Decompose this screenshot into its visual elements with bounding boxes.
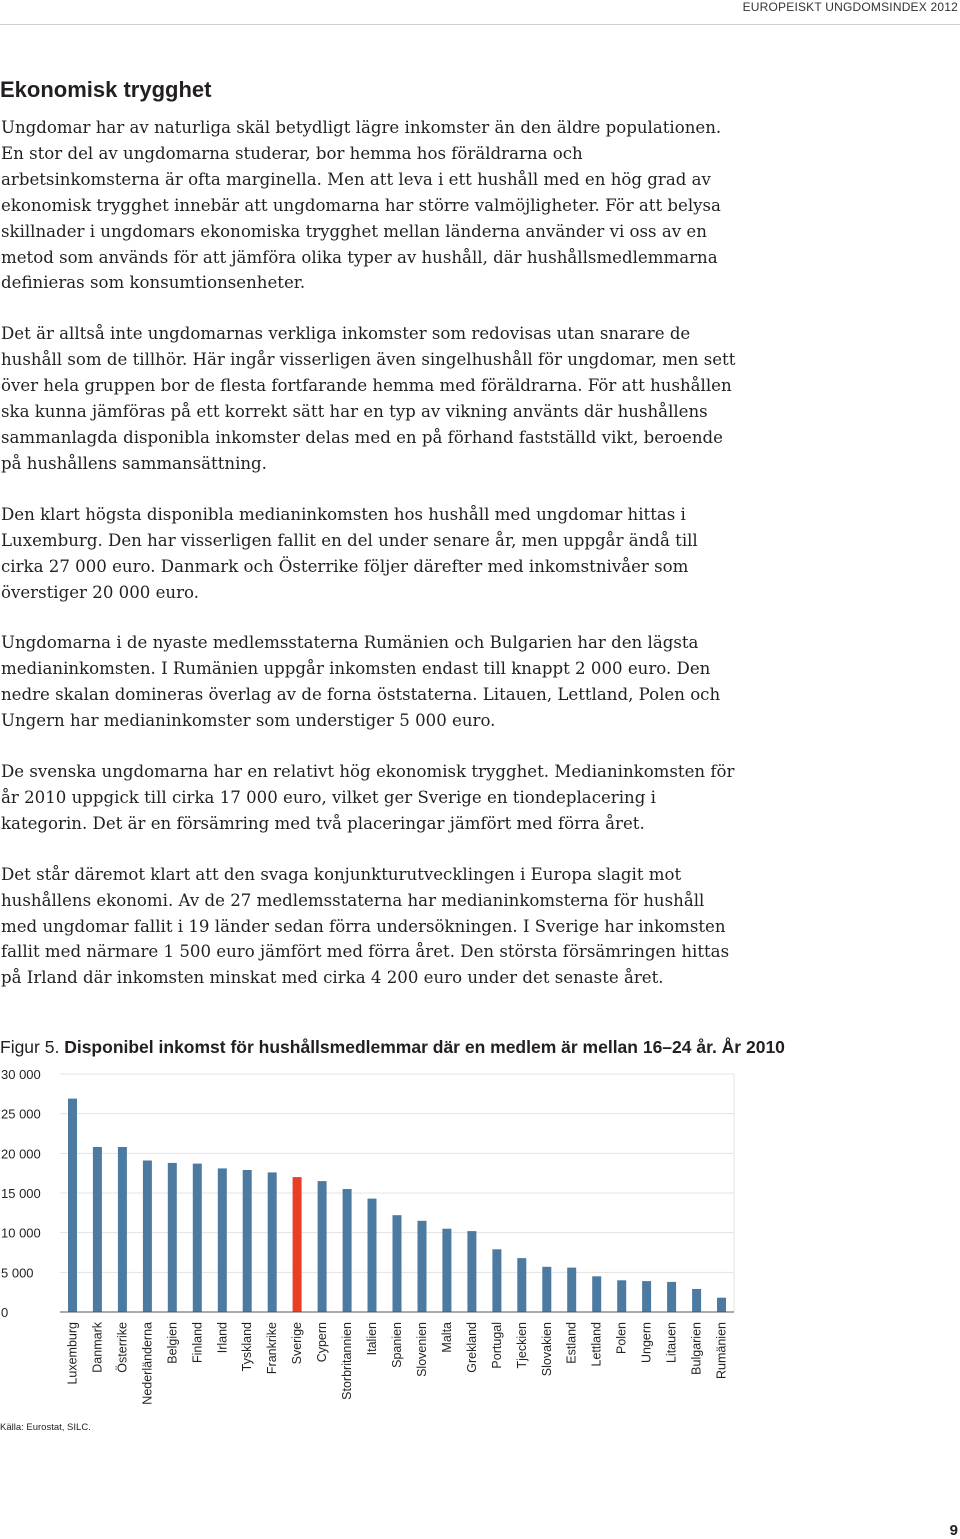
x-tick-label: Tyskland — [240, 1322, 255, 1372]
x-tick-label: Frankrike — [265, 1322, 280, 1375]
bar-portugal — [492, 1249, 501, 1312]
bar-luxemburg — [68, 1099, 77, 1312]
y-tick-label: 10 000 — [1, 1225, 41, 1241]
source-note: Källa: Eurostat, SILC. — [0, 1422, 91, 1433]
x-tick-label: Slovenien — [415, 1322, 429, 1377]
paragraph: De svenska ungdomarna har en relativt hög ekonomisk trygghet. Medianinkomsten för år 2010 uppgick till cirka 17 000 euro, vilket ger Sverige en tiondeplacering i kategorin. Det är en försämring med två placeringar jämfört med förra året. — [1, 762, 735, 833]
x-tick-label: Tjeckien — [514, 1322, 529, 1369]
bar-litauen — [667, 1282, 676, 1312]
bar-malta — [442, 1229, 451, 1312]
x-tick-label: Polen — [614, 1322, 629, 1354]
paragraph: Den klart högsta disponibla medianinkomsten hos hushåll med ungdomar hittas i Luxemburg. Den har visserligen fallit en del under senare år, men uppgår ändå till cirka 27 000 euro. Danmark och Österrike följer därefter med inkomstnivåer som överstiger 20 000 euro. — [1, 504, 698, 602]
figure-number: Figur 5. — [0, 1037, 60, 1057]
section-title: Ekonomisk trygghet — [0, 77, 212, 102]
x-tick-label: Nederländerna — [140, 1322, 155, 1405]
x-tick-label: Ungern — [639, 1322, 654, 1363]
bar-grekland — [467, 1231, 476, 1312]
x-tick-label: Cypern — [315, 1322, 330, 1363]
bar-storbritannien — [343, 1189, 352, 1312]
bar-cypern — [318, 1181, 327, 1312]
bar-österrike — [118, 1147, 127, 1312]
figure-caption: Disponibel inkomst för hushållsmedlemmar där en medlem är mellan 16–24 år. År 2010 — [64, 1037, 785, 1057]
x-tick-label: Bulgarien — [689, 1322, 704, 1375]
bar-belgien — [168, 1163, 177, 1312]
x-tick-label: Slovakien — [539, 1322, 554, 1377]
x-tick-label: Belgien — [165, 1322, 180, 1364]
bar-frankrike — [268, 1172, 277, 1312]
figure-title — [0, 1037, 785, 1058]
bar-ungern — [642, 1281, 651, 1312]
x-tick-label: Rumänien — [714, 1322, 729, 1379]
y-tick-label: 25 000 — [1, 1106, 41, 1122]
bar-sverige — [293, 1177, 302, 1312]
x-tick-label: Luxemburg — [65, 1322, 80, 1385]
x-tick-label: Italien — [365, 1322, 379, 1356]
page-number: 9 — [949, 1522, 958, 1539]
bar-finland — [193, 1164, 202, 1312]
x-tick-label: Österrike — [115, 1322, 130, 1373]
y-tick-label: 20 000 — [1, 1146, 41, 1162]
bar-chart — [0, 1062, 760, 1412]
paragraph: Ungdomar har av naturliga skäl betydligt lägre inkomster än den äldre populationen. En stor del av ungdomarna studerar, bor hemma hos föräldrarna och arbetsinkomsterna är ofta marginella. Men att leva i ett hushåll med en hög grad av ekonomisk trygghet innebär att ungdomarna har större valmöjligheter. För att belysa skillnader i ungdomars ekonomiska trygghet mellan länderna använder vi oss av en metod som används för att jämföra olika typer av hushåll, där hushållsmedlemmarna definieras som konsumtionsenheter. — [1, 118, 722, 293]
x-tick-label: Finland — [190, 1322, 205, 1363]
y-tick-label: 15 000 — [1, 1186, 41, 1201]
bar-slovenien — [418, 1221, 427, 1312]
y-tick-label: 0 — [1, 1305, 9, 1320]
bar-italien — [368, 1199, 377, 1312]
y-tick-label: 30 000 — [1, 1067, 41, 1082]
x-tick-label: Portugal — [489, 1322, 504, 1369]
bar-tyskland — [243, 1170, 252, 1312]
x-tick-label: Danmark — [90, 1322, 105, 1373]
bar-polen — [617, 1280, 626, 1312]
bar-lettland — [592, 1276, 601, 1312]
x-tick-label: Litauen — [664, 1322, 679, 1364]
bar-irland — [218, 1168, 227, 1312]
bar-slovakien — [542, 1267, 551, 1312]
bar-tjeckien — [517, 1258, 526, 1312]
paragraph: Det är alltså inte ungdomarnas verkliga inkomster som redovisas utan snarare de hushåll som de tillhör. Här ingår visserligen även singelhushåll för ungdomar, men sett över hela gruppen bor de flesta fortfarande hemma med föräldrarna. För att hushållen ska kunna jämföras på ett korrekt sätt har en typ av vikning använts där hushållens sammanlagda disponibla inkomster delas med en på förhand fastställd vikt, beroende på hushållens sammansättning. — [1, 324, 736, 473]
x-tick-label: Estland — [564, 1322, 579, 1364]
bar-spanien — [393, 1215, 402, 1312]
header-divider — [0, 24, 960, 25]
bar-nederländerna — [143, 1161, 152, 1313]
paragraph: Det står däremot klart att den svaga konjunkturutvecklingen i Europa slagit mot hushållens ekonomi. Av de 27 medlemsstaterna har medianinkomsterna för hushåll med ungdomar fallit i 19 länder sedan förra undersökningen. I Sverige har inkomsten fallit med närmare 1 500 euro jämfört med förra året. Den största försämringen hittas på Irland där inkomsten minskat med cirka 4 200 euro under det senaste året. — [1, 864, 730, 988]
bar-estland — [567, 1268, 576, 1312]
body-text — [1, 115, 736, 1016]
x-tick-label: Spanien — [390, 1322, 404, 1368]
bar-rumänien — [717, 1298, 726, 1312]
x-tick-label: Lettland — [589, 1322, 604, 1367]
bar-danmark — [93, 1147, 102, 1312]
bar-bulgarien — [692, 1289, 701, 1312]
running-header: EUROPEISKT UNGDOMSINDEX 2012 — [742, 0, 958, 14]
x-tick-label: Sverige — [290, 1322, 305, 1365]
x-tick-label: Malta — [439, 1322, 454, 1353]
x-tick-label: Grekland — [464, 1322, 479, 1373]
x-tick-label: Storbritannien — [340, 1322, 355, 1400]
y-tick-label: 5 000 — [1, 1265, 34, 1281]
paragraph: Ungdomarna i de nyaste medlemsstaterna Rumänien och Bulgarien har den lägsta medianinkomsten. I Rumänien uppgår inkomsten endast till knappt 2 000 euro. Den nedre skalan domineras överlag av de forna öststaterna. Litauen, Lettland, Polen och Ungern har medianinkomster som understiger 5 000 euro. — [1, 633, 721, 731]
x-tick-label: Irland — [215, 1322, 230, 1354]
